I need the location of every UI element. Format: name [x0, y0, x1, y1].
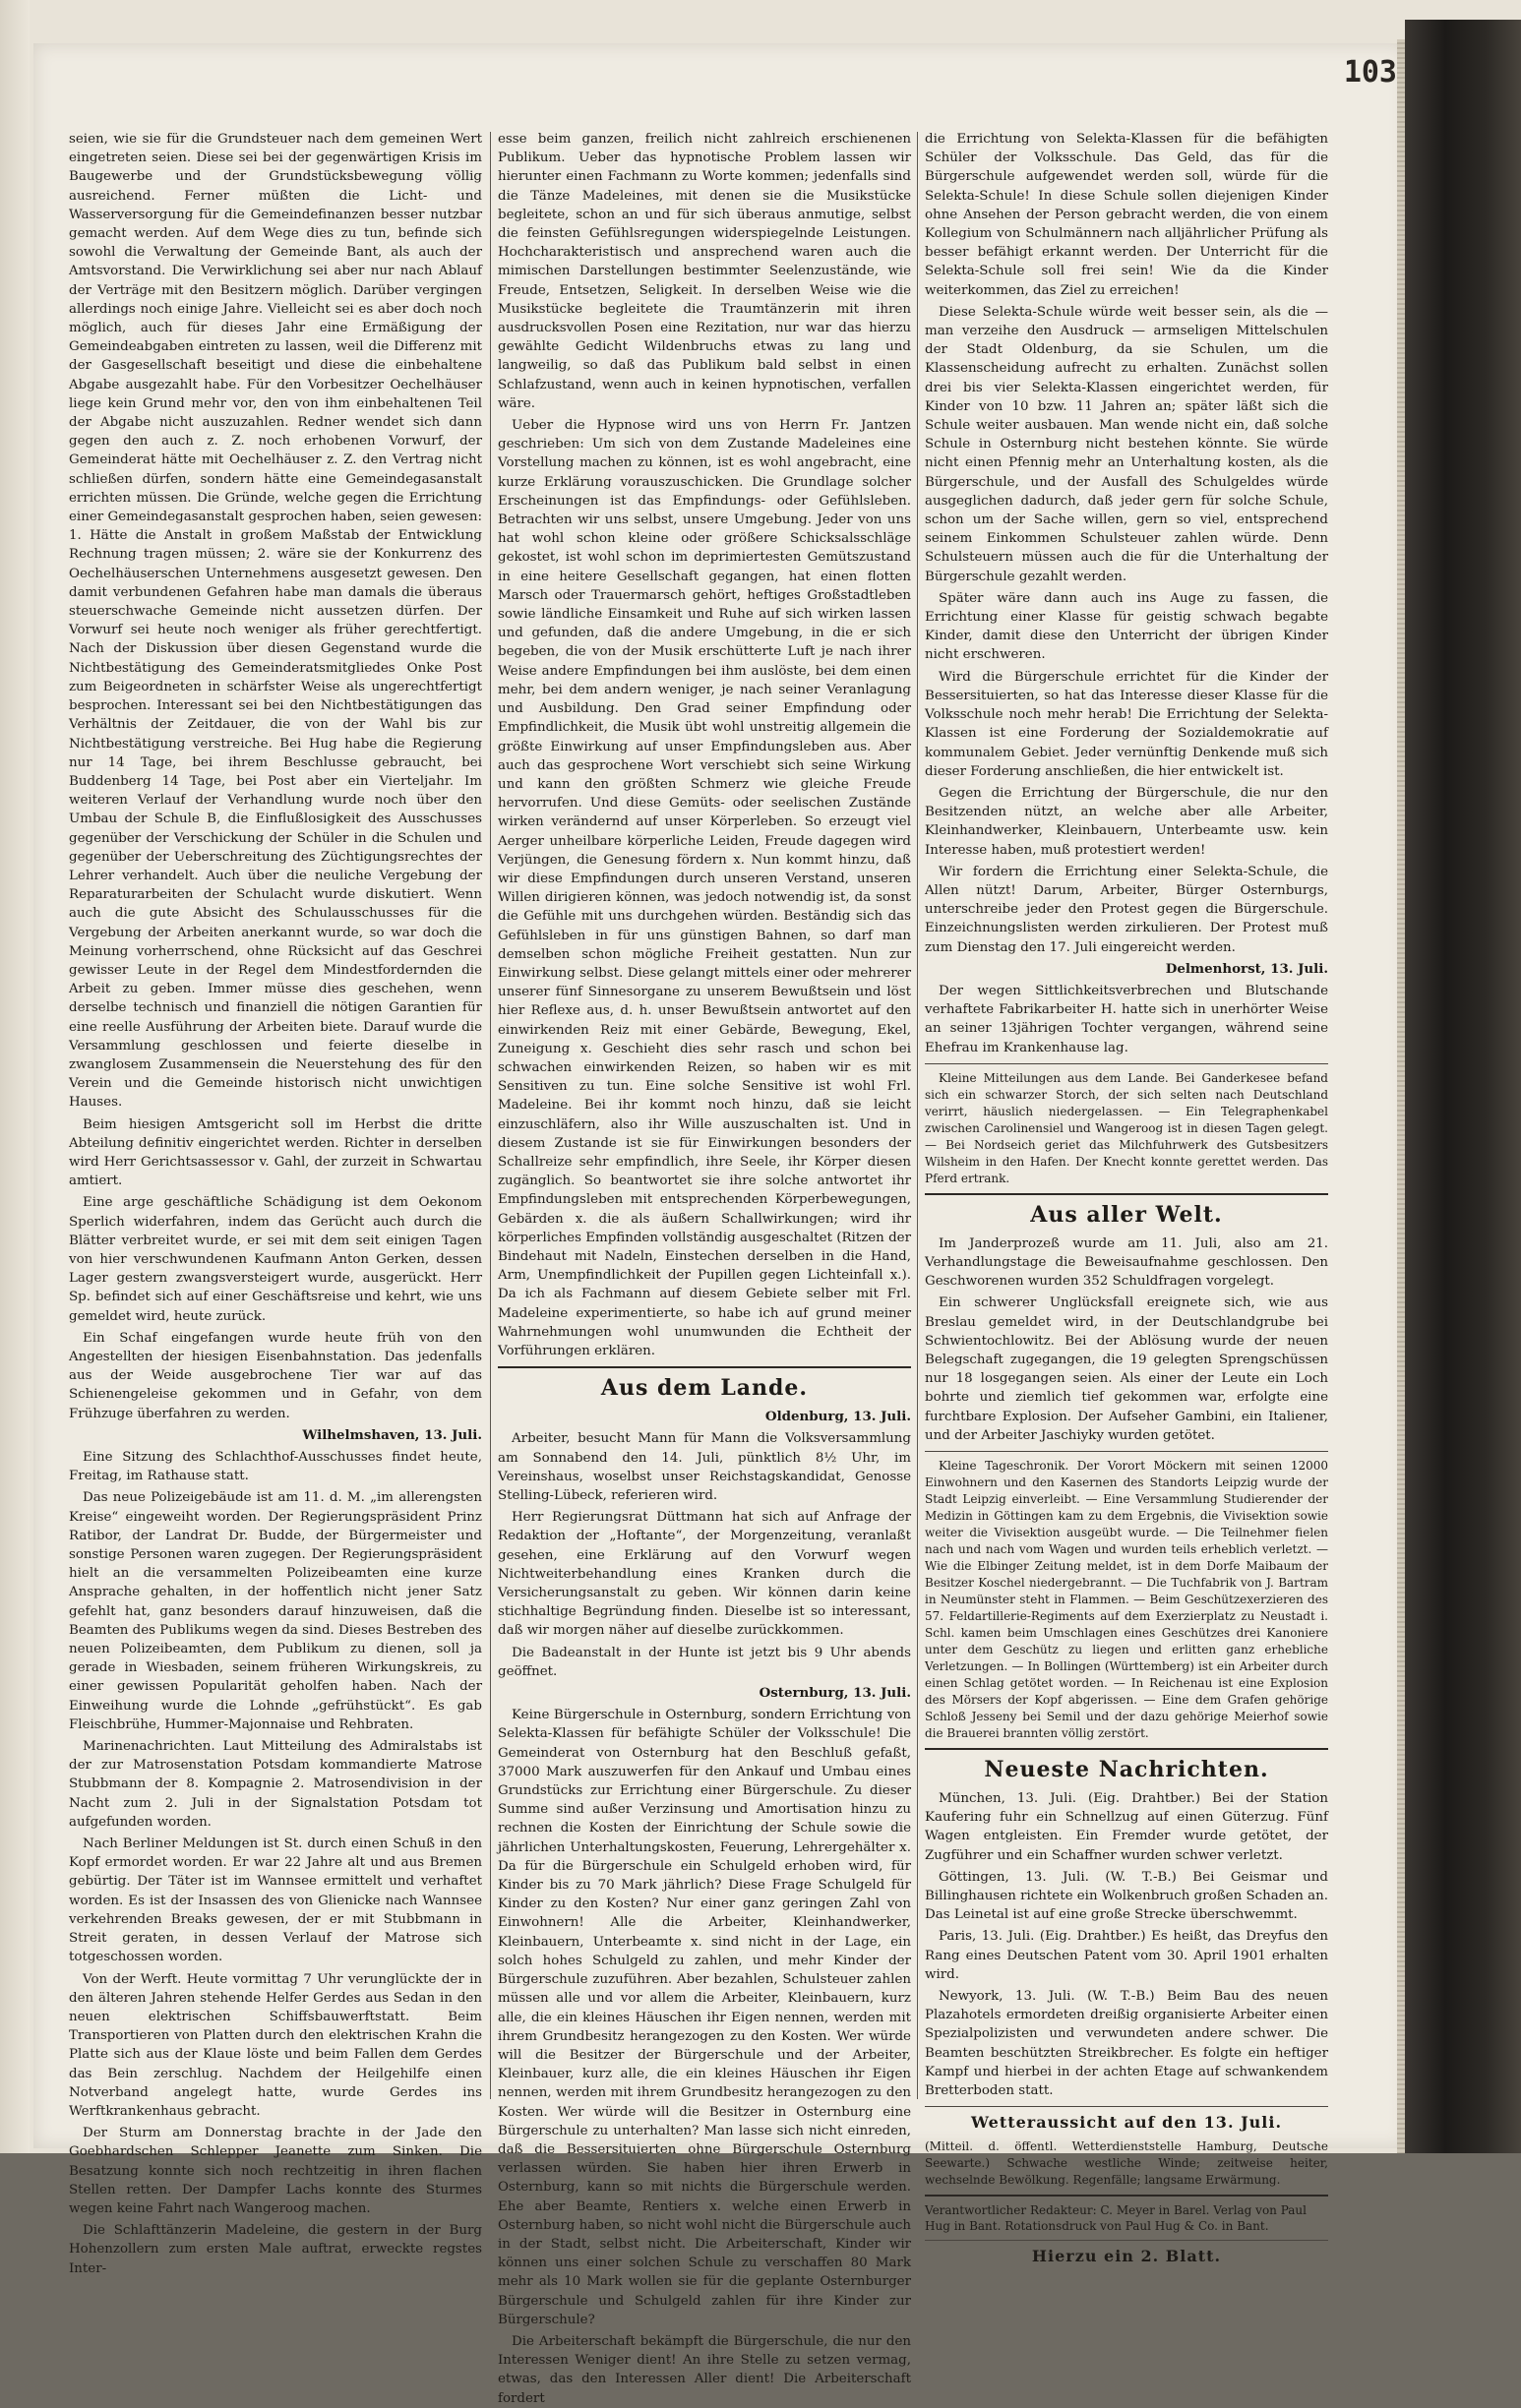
- article-paragraph: Die Schlafttänzerin Madeleine, die gestern in der Burg Hohenzollern zum ersten Male auftrat, erweckte regstes Inter-: [69, 2223, 482, 2276]
- news-item: München, 13. Juli. (Eig. Drahtber.) Bei der Station Kaufering fuhr ein Schnellzug auf einen Güterzug. Fünf Wagen entgleisten. Ein Fremder wurde getötet, der Zugführer und ein Schaffner wurden schwer verletzt.: [925, 1790, 1328, 1863]
- short-news: Kleine Mitteilungen aus dem Lande. Bei Ganderkesee befand sich ein schwarzer Storch, der sich selten nach Deutschland verirrt, häuslich niedergelassen. — Ein Telegraphenkabel zwischen Carolinensiel und Wangeroog ist in diesen Tagen gelegt. — Bei Nordseich geriet das Milchfuhrwerk des Gutsbesitzers Wilsheim in den Hafen. Der Knecht konnte gerettet werden. Das Pferd ertrank.: [925, 1070, 1328, 1185]
- article-paragraph: Eine arge geschäftliche Schädigung ist dem Oekonom Sperlich widerfahren, indem das Gerücht auch durch die Blätter verbreitet wurde, er sei mit dem seit einigen Tagen von hier verschwundenen Kaufmann Anton Gerken, dessen Lager gestern zwangsversteigert wurde, ausgerückt. Herr Sp. befindet sich auf einer Geschäftsreise und kehrt, wie uns gemeldet wird, heute zurück.: [69, 1195, 482, 1324]
- article-paragraph: Arbeiter, besucht Mann für Mann die Volksversammlung am Sonnabend den 14. Juli, pünktlich 8½ Uhr, im Vereinshaus, woselbst unser Reichstagskandidat, Genosse Stelling-Lübeck, referieren wird.: [498, 1431, 911, 1504]
- weather-forecast: (Mitteil. d. öffentl. Wetterdienststelle Hamburg, Deutsche Seewarte.) Schwache westliche Winde; zeitweise heiter, wechselnde Bewölkung. Regenfälle; langsame Erwärmung.: [925, 2139, 1328, 2188]
- section-divider: [925, 1748, 1328, 1750]
- supplement-note: Hierzu ein 2. Blatt.: [1031, 2247, 1222, 2266]
- divider: [925, 1451, 1328, 1452]
- article-paragraph: seien, wie sie für die Grundsteuer nach dem gemeinen Wert eingetreten seien. Diese sei bei der gegenwärtigen Krisis im Baugewerbe und der Grundstücksbewegung völlig ausreichend. Ferner müßten die Licht- und Wasserversorgung für die Gemeindefinanzen besser nutzbar gemacht werden. Auf dem Wege dies zu tun, befinde sich sowohl die Verwaltung der Gemeinde Bant, als auch der Amtsvorstand. Die Verwirklichung sei aber nur nach Ablauf der Verträge mit den Besitzern möglich. Darüber vergingen allerdings noch einige Jahre. Vielleicht sei es aber doch noch möglich, auch für dieses Jahr eine Ermäßigung der Gemeindeabgaben eintreten zu lassen, weil die Differenz mit der Gasgesellschaft beseitigt und diese die einbehaltene Abgabe ausgezahlt habe. Für den Vorbesitzer Oechelhäuser liege kein Grund mehr vor, den von ihm einbehaltenen Teil der Abgabe nicht auszuzahlen. Redner wendet sich dann gegen den auch z. Z. noch erhobenen Vorwurf, der Gemeinderat hätte mit Oechelhäuser z. Z. den Vertrag nicht schließen dürfen, sondern hätte eine Gemeindegasanstalt errichten müssen. Die Gründe, welche gegen die Errichtung einer Gemeindegasanstalt gesprochen haben, seien gewesen: 1. Hätte die Anstalt in großem Maßstab der Entwicklung Rechnung tragen müssen; 2. wäre sie der Konkurrenz des Oechelhäuserschen Unternehmens ausgesetzt gewesen. Den damit verbundenen Gefahren habe man damals die überaus steuerschwache Gemeinde nicht aussetzen dürfen. Der Vorwurf sei heute noch weniger als früher gerechtfertigt. Nach der Diskussion über diesen Gegenstand wurde die Nichtbestätigung des Gemeinderatsmitgliedes Onke Post zum Beigeordneten in schärfster Weise als ungerechtfertigt besprochen. Interessant sei bei den Nichtbestätigungen das Verhältnis der Zeitdauer, die von der Wahl bis zur Nichtbestätigung verstreiche. Bei Hug habe die Regierung nur 14 Tage, bei ihrem Beschlusse gebraucht, bei Buddenberg 14 Tage, bei Post aber ein Vierteljahr. Im weiteren Verlauf der Verhandlung wurde noch über den Umbau der Schule B, die Einflußlosigkeit des Ausschusses gegenüber der Verschickung der Schüler in die Schulen und gegenüber der Ueberschreitung des Züchtigungsrechtes der Lehrer verhandelt. Auch über die neuliche Vergebung der Reparaturarbeiten der Schulacht wurde diskutiert. Wenn auch die gute Absicht des Schulausschusses für die Vergebung der Arbeiten anerkannt wurde, so war doch die Meinung vorherrschend, ohne Rücksicht auf das Geschrei gewisser Leute in der Regel dem Mindestfordernden die Arbeit zu geben. Immer müsse dies geschehen, wenn derselbe technisch und finanziell die nötigen Garantien für eine reelle Ausführung der Arbeiten biete. Darauf wurde die Versammlung geschlossen und feierte dieselbe in zwanglosem Zusammensein die Neuerstehung des für den Verein und die Gemeinde historisch nicht unwichtigen Hauses.: [69, 132, 482, 1111]
- news-item: Newyork, 13. Juli. (W. T.-B.) Beim Bau des neuen Plazahotels ermordeten dreißig organisierte Arbeiter einen Spezialpolizisten und verwundeten andere schwer. Die Beamten beschützten Streikbrecher. Es folgte ein heftiger Kampf und hierbei in der achten Etage auf schwankendem Bretterboden statt.: [925, 1989, 1328, 2099]
- section-divider: [498, 1366, 911, 1368]
- article-paragraph: Die Arbeiterschaft bekämpft die Bürgerschule, die nur den Interessen Weniger dient! An ihre Stelle zu setzen vermag, etwas, das den Interessen Aller dient! Die Arbeiterschaft fordert: [498, 2333, 911, 2406]
- news-item: Göttingen, 13. Juli. (W. T.-B.) Bei Geismar und Billinghausen richtete ein Wolkenbruch großen Schaden an. Das Leinetal ist auf eine große Strecke überschwemmt.: [925, 1869, 1328, 1923]
- article-paragraph: Später wäre dann auch ins Auge zu fassen, die Errichtung einer Klasse für geistig schwach begabte Kinder, damit diese den Unterricht der übrigen Kinder nicht erschweren.: [925, 590, 1328, 663]
- column-1: [69, 130, 482, 2276]
- article-paragraph: Ueber die Hypnose wird uns von Herrn Fr. Jantzen geschrieben: Um sich von dem Zustande Madeleines eine Vorstellung machen zu können, ist es wohl angebracht, eine kurze Erklärung vorauszuschicken. Die Grundlage solcher Erscheinungen ist das Empfindungs- oder Gefühlsleben. Betrachten wir uns selbst, unsere Umgebung. Jeder von uns hat wohl schon kleine oder größere Schicksalsschläge gekostet, ist wohl schon im deprimiertesten Gemütszustand in eine heitere Gesellschaft gegangen, hat einen flotten Marsch oder Trauermarsch gehört, heftiges Großstadtleben sowie ländliche Einsamkeit und Ruhe auf sich wirken lassen und gefunden, daß die andere Umgebung, in die er sich begeben, die von der Musik erschütterte Luft je nach ihrer Weise andere Empfindungen bei ihm auslöste, bei dem einen mehr, bei dem andern weniger, je nach seiner Veranlagung und Ausbildung. Den Grad seiner Empfindung oder Empfindlichkeit, die Musik übt wohl unstreitig allgemein die größte Einwirkung auf unser Empfindungsleben aus. Aber auch das gesprochene Wort verschiebt sich seine Wirkung und kann den größten Schmerz wie gleiche Freude hervorrufen. Und diese Gemüts- oder seelischen Zustände wirken verändernd auf unser Körperleben. So erzeugt viel Aerger unheilbare körperliche Leiden, Freude dagegen wird Verjüngen, die Genesung fördern x. Nun kommt hinzu, daß wir diese Empfindungen durch unseren Verstand, unseren Willen dirigieren können, was jedoch notwendig ist, da sonst die Gefühle mit uns durchgehen würden. Beständig sich das Gefühlsleben in für uns günstigen Bahnen, so darf man demselben schon mögliche Freiheit gestatten. Nun zur Einwirkung selbst. Diese gelangt mittels einer oder mehrerer unserer fünf Sinnesorgane zu unserem Bewußtsein und löst hier Reflexe aus, d. h. unser Bewußtsein antwortet auf den einwirkenden Reiz mit einer Gebärde, Bewegung, Ekel, Zuneigung x. Geschieht dies sehr rasch und schon bei schwachen einwirkenden Reizen, so haben wir es mit Sensitiven zu tun. Eine solche Sensitive ist wohl Frl. Madeleine. Bei ihr kommt noch hinzu, daß sie leicht einzuschläfern, also ihr Wille auszuschalten ist. Und in diesem Zustande ist sie für Einwirkungen besonders der Schallreize sehr empfindlich, ihre Seele, ihr Körper diesen zugänglich. So beantwortet sie ihre solche antwortet ihr Empfindungsleben mit entsprechenden Körperbewegungen, Gebärden x. die als äußern Schallwirkungen; wird ihr körperliches Empfinden vollständig ausgeschaltet (Ritzen der Bindehaut mit Nadeln, Einstechen derselben in die Hand, Arm, Unempfindlichkeit der Pupillen gegen Lichteinfall x.). Da ich als Fachmann auf diesem Gebiete selber mit Frl. Madeleine experimentierte, so habe ich auf grund meiner Wahrnehmungen wohl unumwunden die Echtheit der Vorführungen erklären.: [498, 418, 911, 1358]
- dateline: Oldenburg, 13. Juli.: [764, 1409, 911, 1425]
- divider: [925, 2240, 1328, 2241]
- book-spine: [1405, 20, 1521, 2153]
- section-title: Neueste Nachrichten.: [984, 1756, 1269, 1782]
- article-paragraph: Diese Selekta-Schule würde weit besser sein, als die — man verzeihe den Ausdruck — armseligen Mittelschulen der Stadt Oldenburg, da sie Schulen, um die Klassenscheidung aufrecht zu erhalten. Zunächst sollen drei bis vier Selekta-Klassen eingerichtet werden, für Kinder von 10 bzw. 11 Jahren an; später läßt sich die Schule weiter ausbauen. Man wende nicht ein, daß solche Schule in Osternburg nicht bestehen könnte. Sie würde nicht einen Pfennig mehr an Unterhaltung kosten, als die Bürgerschule, und der Ausfall des Schulgeldes würde ausgeglichen dadurch, daß jeder gern für solche Schule, schon um der Sache willen, gern so viel, entsprechend seinem Einkommen Schulsteuer zahlen würde. Denn Schulsteuern müssen auch die für die Unterhaltung der Bürgerschule gezahlt werden.: [925, 304, 1328, 584]
- left-page-edge: [0, 0, 30, 2153]
- article-paragraph: Marinenachrichten. Laut Mitteilung des Admiralstabs ist der zur Matrosenstation Potsdam kommandierte Matrose Stubbmann der 8. Kompagnie 2. Matrosendivision in der Nacht zum 2. Juli in der Signalstation Potsdam tot aufgefunden worden.: [69, 1739, 482, 1830]
- section-divider: [925, 2195, 1328, 2197]
- section-title: Aus dem Lande.: [600, 1375, 809, 1402]
- article-paragraph: Herr Regierungsrat Düttmann hat sich auf Anfrage der Redaktion der „Hoftante“, der Morgenzeitung, veranlaßt gesehen, eine Erklärung auf den Vorwurf wegen Nichtweiterbehandlung eines Kranken durch die Versicherungsanstalt zu geben. Wir können darin keine stichhaltige Begründung finden. Dieselbe ist so interessant, daß wir morgen näher auf dieselbe zurückkommen.: [498, 1510, 911, 1639]
- article-paragraph: esse beim ganzen, freilich nicht zahlreich erschienenen Publikum. Ueber das hypnotische Problem lassen wir hierunter einen Fachmann zu Worte kommen; jedenfalls sind die Tänze Madeleines, mit denen sie die Musikstücke begleitete, schon an und für sich überaus anmutige, selbst die feinsten Gefühlsregungen widerspiegelnde Leistungen. Hochcharakteristisch und ansprechend waren auch die mimischen Darstellungen bestimmter Seelenzustände, wie Freude, Entsetzen, Seligkeit. In derselben Weise wie die Musikstücke begleitete die Traumtänzerin mit ihren ausdrucksvollen Posen eine Rezitation, nur war das hierzu gewählte Gedicht Wildenbruchs etwas zu lang und langweilig, so daß das Publikum bald selbst in einen Schlafzustand, wenn auch in keinen hypnotischen, verfallen wäre.: [498, 132, 911, 411]
- article-paragraph: Das neue Polizeigebäude ist am 11. d. M. „im allerengsten Kreise“ eingeweiht worden. Der Regierungspräsident Prinz Ratibor, der Landrat Dr. Budde, der Bürgermeister und sonstige Personen waren zugegen. Der Regierungspräsident hielt an die versammelten Polizeibeamten eine kurze Ansprache gehalten, in der hoffentlich nicht jener Satz gefehlt hat, ganz besonders darauf hinzuweisen, daß die Beamten des Publikums wegen da sind. Dieses Bestreben des neuen Polizeibeamten, dem Publikum zu dienen, soll ja gerade in Wiesbaden, seinem früheren Wirkungskreis, zu einer gewissen Popularität geholfen haben. Nach der Einweihung wurde die Lohnde „gefrühstückt“. Es gab Fleischbrühe, Hummer-Majonnaise und Rehbraten.: [69, 1490, 482, 1732]
- article-paragraph: Der Sturm am Donnerstag brachte in der Jade den Goebhardschen Schlepper Jeanette zum Sinken. Die Besatzung konnte sich noch rechtzeitig in ihren flachen Stellen retten. Der Dampfer Lachs konnte des Sturmes wegen keine Fahrt nach Wangeroog machen.: [69, 2126, 482, 2216]
- article-paragraph: Nach Berliner Meldungen ist St. durch einen Schuß in den Kopf ermordet worden. Er war 22 Jahre alt und aus Bremen gebürtig. Der Täter ist im Wannsee ermittelt und verhaftet worden. Es ist der Insassen des von Glienicke nach Wannsee verkehrenden Breaks gewesen, der er mit Stubbmann in Streit geraten, in dessen Verlauf der Matrose sich totgeschossen worden.: [69, 1836, 482, 1965]
- dateline: Wilhelmshaven, 13. Juli.: [302, 1426, 482, 1443]
- dateline: Osternburg, 13. Juli.: [759, 1685, 911, 1702]
- article-paragraph: Gegen die Errichtung der Bürgerschule, die nur den Besitzenden nützt, an welche aber alle Arbeiter, Kleinhandwerker, Kleinbauern, Unterbeamte usw. kein Interesse haben, muß protestiert werden!: [925, 785, 1328, 858]
- news-item: Paris, 13. Juli. (Eig. Drahtber.) Es heißt, das Dreyfus den Rang eines Deutschen Patent vom 30. April 1901 erhalten wird.: [925, 1929, 1328, 1982]
- article-paragraph: Von der Werft. Heute vormittag 7 Uhr verunglückte der in den älteren Jahren stehende Helfer Gerdes aus Sedan in den neuen elektrischen Schiffsbauwerftstatt. Beim Transportieren von Platten durch den elektrischen Krahn die Platte sich aus der Klaue löste und beim Fallen dem Gerdes das Bein zerschlug. Nachdem der Heilgehilfe einen Notverband angelegt hatte, wurde Gerdes ins Werftkrankenhaus gebracht.: [69, 1971, 482, 2119]
- divider: [925, 2106, 1328, 2107]
- section-divider: [925, 1193, 1328, 1195]
- article-paragraph: Keine Bürgerschule in Osternburg, sondern Errichtung von Selekta-Klassen für befähigte Schüler der Volksschule! Die Gemeinderat von Osternburg hat den Beschluß gefaßt, 37000 Mark auszuwerfen für den Ankauf und Umbau eines Grundstücks zur Errichtung einer Bürgerschule. Zu dieser Summe sind außer Verzinsung und Amortisation hinzu zu rechnen die Kosten der Einrichtung der Schule sowie die jährlichen Unterhaltungskosten, Feuerung, Lehrergehälter x. Da für die Bürgerschule ein Schulgeld erhoben wird, für Kinder bis zu 70 Mark jährlich? Diese Frage Schulgeld für Kinder zu den Kosten? Nur einer ganz geringen Zahl von Einwohnern! Alle die Arbeiter, Kleinhandwerker, Kleinbauern, Unterbeamte x. sind nicht in der Lage, ein solch hohes Schulgeld zu zahlen, und mehr Kinder der Bürgerschule zuzuführen. Aber bezahlen, Schulsteuer zahlen müssen alle und vor allem die Arbeiter, Kleinbauern, kurz alle, die ein kleines Häuschen ihr Eigen nennen, werden mit ihrem Grundbesitz herangezogen zu den Kosten. Wer würde will die Besitzer der Bürgerschule und der Arbeiter, Kleinbauer, kurz alle, die ein kleines Häuschen ihr Eigen nennen, werden mit ihrem Grundbesitz herangezogen zu den Kosten. Wer würde will die Besitzer in Osternburg eine Bürgerschule zu unterhalten? Man lasse sich nicht einreden, daß die Bessersituierten ohne Bürgerschule Osternburg verlassen würden. Sie haben hier ihren Erwerb in Osternburg, kann so mit nichts die Bürgerschule werden. Ehe aber Beamte, Rentiers x. welche einen Erwerb in Osternburg haben, so nicht wohl nicht die Bürgerschule auch in der Stadt, selbst nicht. Die Arbeiterschaft, Kinder wir können uns einer solchen Schule zu verschaffen 80 Mark mehr als 10 Mark wollen sie für die geplante Osternburger Bürgerschule und Schulgeld zahlen für ihre Kinder zur Bürgerschule?: [498, 1708, 911, 2327]
- article-paragraph: Ein schwerer Unglücksfall ereignete sich, wie aus Breslau gemeldet wird, in der Deutschlandgrube bei Schwientochlowitz. Bei der Ablösung wurde der neuen Belegschaft zugegangen, die 19 gelegten Sprengschüssen nur 18 losgegangen seien. Als einer der Leute ein Loch bohrte und ziemlich tief gekommen war, erfolgte eine furchtbare Explosion. Der Aufseher Gambini, ein Italiener, und der Arbeiter Jaschiyky wurden getötet.: [925, 1295, 1328, 1443]
- column-rule-2: [917, 132, 918, 2099]
- article-paragraph: die Errichtung von Selekta-Klassen für die befähigten Schüler der Volksschule. Das Geld, das für die Bürgerschule aufgewendet werden soll, würde für die Selekta-Schule! In diese Schule sollen diejenigen Kinder ohne Ansehen der Person gebracht werden, die von einem Kollegium von Schulmännern nach alljährlicher Prüfung als besser befähigt erkannt werden. Der Unterricht für die Selekta-Schule soll frei sein! Wie da die Kinder weiterkommen, das Ziel zu erreichen!: [925, 132, 1328, 298]
- column-2: [498, 130, 911, 2406]
- divider: [925, 1063, 1328, 1064]
- article-paragraph: Wir fordern die Errichtung einer Selekta-Schule, die Allen nützt! Darum, Arbeiter, Bürger Osternburgs, unterschreibe jeder den Protest gegen die Bürgerschule. Einzeichnungslisten werden zirkulieren. Der Protest muß zum Dienstag den 17. Juli eingereicht werden.: [925, 864, 1328, 955]
- column-rule-1: [490, 132, 491, 2099]
- short-news: Kleine Tageschronik. Der Vorort Möckern mit seinen 12000 Einwohnern und den Kasernen des Standorts Leipzig wurde der Stadt Leipzig einverleibt. — Eine Versammlung Studierender der Medizin in Göttingen kam zu dem Ergebnis, die Vivisektion sowie weiter die Vivisektion ausgeübt wurde. — Die Teilnehmer fielen nach und nach vom Wagen und wurden teils erheblich verletzt. — Wie die Elbinger Zeitung meldet, ist in dem Dorfe Maibaum der Besitzer Koschel niedergebrannt. — Die Tuchfabrik von J. Bartram in Neumünster steht in Flammen. — Beim Geschützexerzieren des 57. Feldartillerie-Regiments auf dem Exerzierplatz zu Neustadt i. Schl. kamen beim Umschlagen eines Geschützes drei Kanoniere unter dem Geschütz zu liegen und erlitten ganz erhebliche Verletzungen. — In Bollingen (Württemberg) ist ein Arbeiter durch einen Schlag getötet worden. — In Reichenau ist eine Explosion des Mörsers der Kopf abgerissen. — Eine dem Grafen gehörige Schloß Jesseny bei Semil und der dazu gehörige Meierhof sowie die Brauerei brannten völlig zerstört.: [925, 1458, 1328, 1740]
- article-paragraph: Im Janderprozeß wurde am 11. Juli, also am 21. Verhandlungstage die Beweisaufnahme geschlossen. Den Geschworenen wurden 352 Schuldfragen vorgelegt.: [925, 1235, 1328, 1290]
- article-paragraph: Der wegen Sittlichkeitsverbrechen und Blutschande verhaftete Fabrikarbeiter H. hatte sich in unerhörter Weise an seiner 13jährigen Tochter vergangen, während seine Ehefrau im Krankenhause lag.: [925, 983, 1328, 1055]
- column-3: [925, 130, 1328, 2266]
- dateline: Delmenhorst, 13. Juli.: [1165, 960, 1328, 977]
- article-paragraph: Eine Sitzung des Schlachthof-Ausschusses findet heute, Freitag, im Rathause statt.: [69, 1450, 482, 1484]
- article-paragraph: Beim hiesigen Amtsgericht soll im Herbst die dritte Abteilung definitiv eingerichtet werden. Richter in derselben wird Herr Gerichtsassessor v. Gahl, der zurzeit in Schwartau amtiert.: [69, 1116, 482, 1189]
- article-paragraph: Die Badeanstalt in der Hunte ist jetzt bis 9 Uhr abends geöffnet.: [498, 1645, 911, 1679]
- article-paragraph: Ein Schaf eingefangen wurde heute früh von den Angestellten der hiesigen Eisenbahnstation. Das jedenfalls aus der Weide ausgebrochene Tier war auf das Schienengeleise gekommen und in Gefahr, von dem Frühzuge überfahren zu werden.: [69, 1330, 482, 1421]
- section-title: Aus aller Welt.: [1030, 1201, 1223, 1228]
- page-number: 103: [1343, 55, 1397, 90]
- imprint: Verantwortlicher Redakteur: C. Meyer in Barel. Verlag von Paul Hug in Bant. Rotationsdruck von Paul Hug & Co. in Bant.: [925, 2203, 1307, 2234]
- weather-title: Wetteraussicht auf den 13. Juli.: [970, 2113, 1283, 2133]
- article-paragraph: Wird die Bürgerschule errichtet für die Kinder der Bessersituierten, so hat das Interesse dieser Klasse für die Volksschule noch mehr herab! Die Errichtung der Selekta-Klassen ist eine Forderung der Sozialdemokratie auf kommunalem Gebiet. Jeder vernünftig Denkende muß sich dieser Forderung anschließen, die hier entwickelt ist.: [925, 669, 1328, 779]
